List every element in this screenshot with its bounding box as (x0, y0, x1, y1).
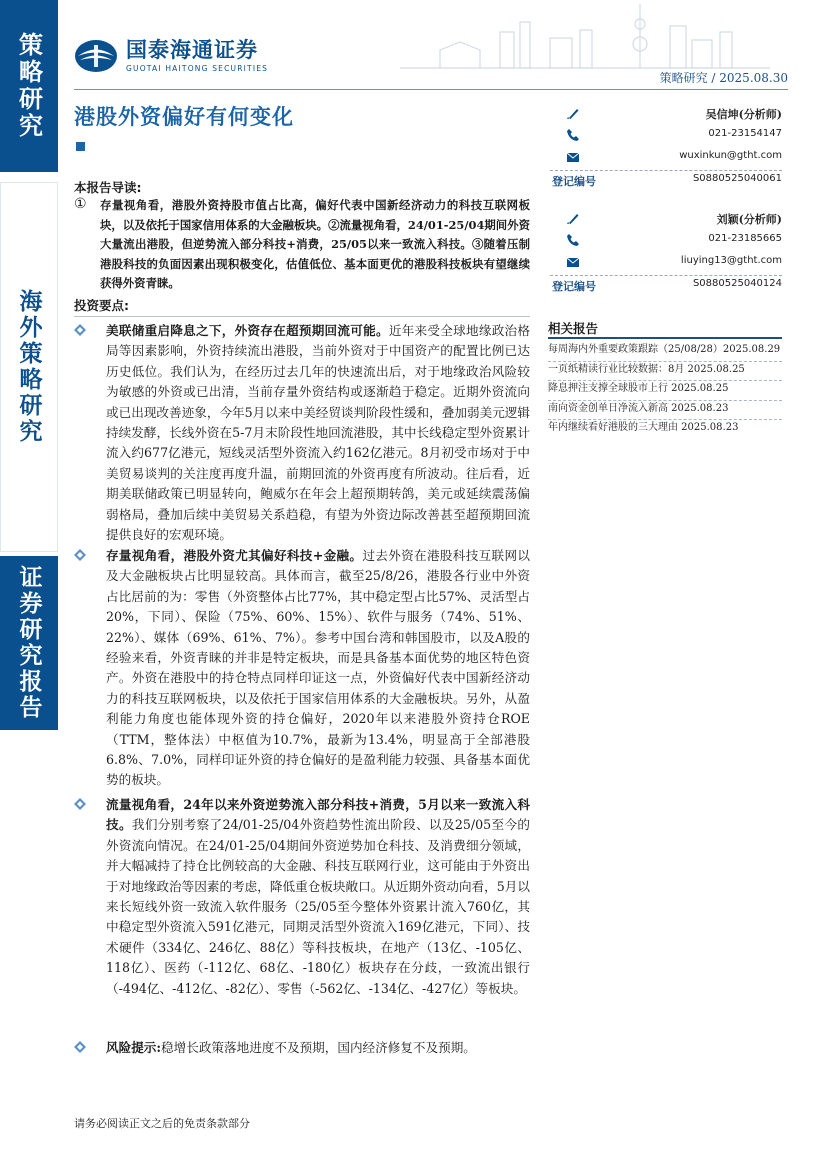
investment-heading: 投资要点: (74, 298, 129, 313)
mail-icon (566, 150, 580, 164)
title-square-marker (76, 142, 85, 151)
analyst-name: 吴信坤(分析师) (705, 108, 782, 121)
registration-number: S0880525040124 (692, 278, 782, 289)
diamond-bullet-icon (74, 324, 86, 336)
header-divider (74, 89, 788, 90)
key-point-lead: 存量视角看，港股外资尤其偏好科技+金融。 (106, 548, 363, 563)
guide-heading: 本报告导读: (74, 180, 142, 195)
disclaimer-footer: 请务必阅读正文之后的免责条款部分 (74, 1117, 250, 1130)
analyst-name: 刘颖(分析师) (716, 213, 782, 226)
risk-text: 稳增长政策落地进度不及预期，国内经济修复不及预期。 (161, 1040, 476, 1055)
diamond-bullet-icon (74, 798, 86, 810)
related-divider (548, 337, 782, 339)
skyline-watermark-icon (380, 2, 780, 70)
company-name-en: GUOTAI HAITONG SECURITIES (126, 64, 269, 73)
company-logo (74, 38, 268, 73)
phone-icon (566, 233, 580, 247)
key-point-body: 近年来受全球地缘政治格局等因素影响，外资持续流出港股，当前外资对于中国资产的配置比例已达历史低位。我们认为，在经历过去几年的快速流出后，对于地缘政治风险较为敏感的外资或已出清，当前存量外资结构或逐渐趋于稳定。近期外资流向或已出现改善迹象，今年5月以来中美经贸谈判阶段性缓和，叠加弱美元逻辑持续发酵，长线外资在5-7月末阶段性地回流港股，其中长线稳定型外资累计流入约677亿港元，短线灵活型外资流入约162亿港元。8月初受市场对于中美贸易谈判的关注度再度升温，前期回流的外资再度有所波动。往后看，近期美联储政策已明显转向，鲍威尔在年会上超预期转鸽，美元或延续震荡偏弱格局，叠加后续中美贸易关系趋稳，有望为外资边际改善甚至超预期回流提供良好的宏观环境。 (106, 323, 531, 543)
registration-label: 登记编号 (552, 175, 596, 188)
related-list (548, 342, 782, 439)
ribbon-report (0, 556, 58, 730)
related-heading: 相关报告 (548, 321, 599, 336)
related-report-link[interactable]: 年内继续看好港股的三大理由 2025.08.23 (548, 422, 739, 433)
analyst-card-2 (550, 209, 782, 297)
related-report-link[interactable]: 降息押注支撑全球股市上行 2025.08.25 (548, 381, 782, 401)
related-report-link[interactable]: 南向资金创单日净流入新高 2025.08.23 (548, 401, 782, 421)
analyst-email[interactable]: wuxinkun@gtht.com (679, 150, 782, 161)
category-date: 策略研究 / 2025.08.30 (659, 71, 788, 85)
key-point-lead: 美联储重启降息之下，外资存在超预期回流可能。 (106, 323, 389, 338)
logo-mark-icon (74, 39, 118, 73)
key-point-lead: 流量视角看，24年以来外资逆势流入部分科技+消费，5月以来一致流入科技。 (106, 797, 530, 833)
ribbon-overseas-label: 海外策略研究 (15, 289, 42, 445)
key-point-body: 我们分别考察了24/01-25/04外资趋势性流出阶段、以及25/05至今的外资流向情况。在24/01-25/04期间外资逆势加仓科技、及消费细分领域，并大幅减持了持仓比例较高的大金融、科技互联网行业，这可能由于外资出于对地缘政治等因素的考虑，降低重仓板块敞口。从近期外资动向看，5月以来长短线外资一致流入软件服务（25/05至今整体外资累计流入760亿，其中稳定型外资流入591亿港元，同期灵活型外资流入169亿港元，下同）、技术硬件（334亿、246亿、88亿）等科技板块，在地产（13亿、-105亿、118亿）、医药（-112亿、68亿、-180亿）板块存在分歧，一致流出银行（-494亿、-412亿、-82亿）、零售（-562亿、-134亿、-427亿）等板块。 (106, 817, 531, 996)
registration-label: 登记编号 (552, 280, 596, 293)
pen-icon (566, 106, 580, 120)
ribbon-overseas (0, 182, 58, 552)
guide-number: ① (74, 196, 87, 212)
analyst-phone: 021-23154147 (708, 128, 782, 139)
ribbon-strategy (0, 0, 58, 172)
related-report-link[interactable]: 每周海内外重要政策跟踪（25/08/28）2025.08.29 (548, 342, 782, 362)
mail-icon (566, 255, 580, 269)
phone-icon (566, 128, 580, 142)
ribbon-report-label: 证券研究报告 (15, 565, 42, 721)
report-title: 港股外资偏好有何变化 (74, 105, 294, 129)
analyst-phone: 021-23185665 (708, 233, 782, 244)
analyst-email[interactable]: liuying13@gtht.com (680, 255, 782, 266)
ribbon-blank (0, 734, 58, 1169)
related-report-link[interactable]: 一页纸精读行业比较数据：8月 2025.08.25 (548, 362, 782, 382)
diamond-bullet-icon (74, 549, 86, 561)
guide-text: 存量视角看，港股外资持股市值占比高，偏好代表中国新经济动力的科技互联网板块，以及依托于国家信用体系的大金融板块。②流量视角看，24/01-25/04期间外资大量流出港股，但逆势流入部分科技+消费，25/05以来一致流入科技。③随着压制港股科技的负面因素出现积极变化，估值低位、基本面更优的港股科技板块有望继续获得外资青睐。 (100, 198, 530, 290)
company-name-cn: 国泰海通证券 (126, 38, 258, 62)
side-ribbon (0, 0, 58, 1169)
analyst-card-1 (550, 104, 782, 192)
pen-icon (566, 211, 580, 225)
registration-number: S0880525040061 (692, 173, 782, 184)
ribbon-strategy-label: 策略研究 (14, 32, 43, 140)
investment-divider (74, 316, 530, 317)
diamond-bullet-icon (74, 1041, 86, 1053)
risk-label: 风险提示: (106, 1040, 162, 1055)
key-point-body: 过去外资在港股科技互联网以及大金融板块占比明显较高。具体而言，截至25/8/26，港股各行业中外资占比居前的为：零售（外资整体占比77%，其中稳定型占比57%、灵活型占20%，下同）、保险（75%、60%、15%）、软件与服务（74%、51%、22%）、媒体（69%、61%、7%）。参考中国台湾和韩国股市，以及A股的经验来看，外资青睐的并非是特定板块，而是具备基本面优势的地区特色资产。外资在港股中的持仓特点同样印证这一点，外资偏好代表中国新经济动力的科技互联网板块，以及依托于国家信用体系的大金融板块。另外，从盈利能力角度也能体现外资的持仓偏好，2020年以来港股外资持仓ROE（TTM，整体法）中枢值为10.7%，最新为13.4%，明显高于全部港股6.8%、7.0%，同样印证外资的持仓偏好的是盈利能力较强、具备基本面优势的板块。 (106, 548, 530, 788)
